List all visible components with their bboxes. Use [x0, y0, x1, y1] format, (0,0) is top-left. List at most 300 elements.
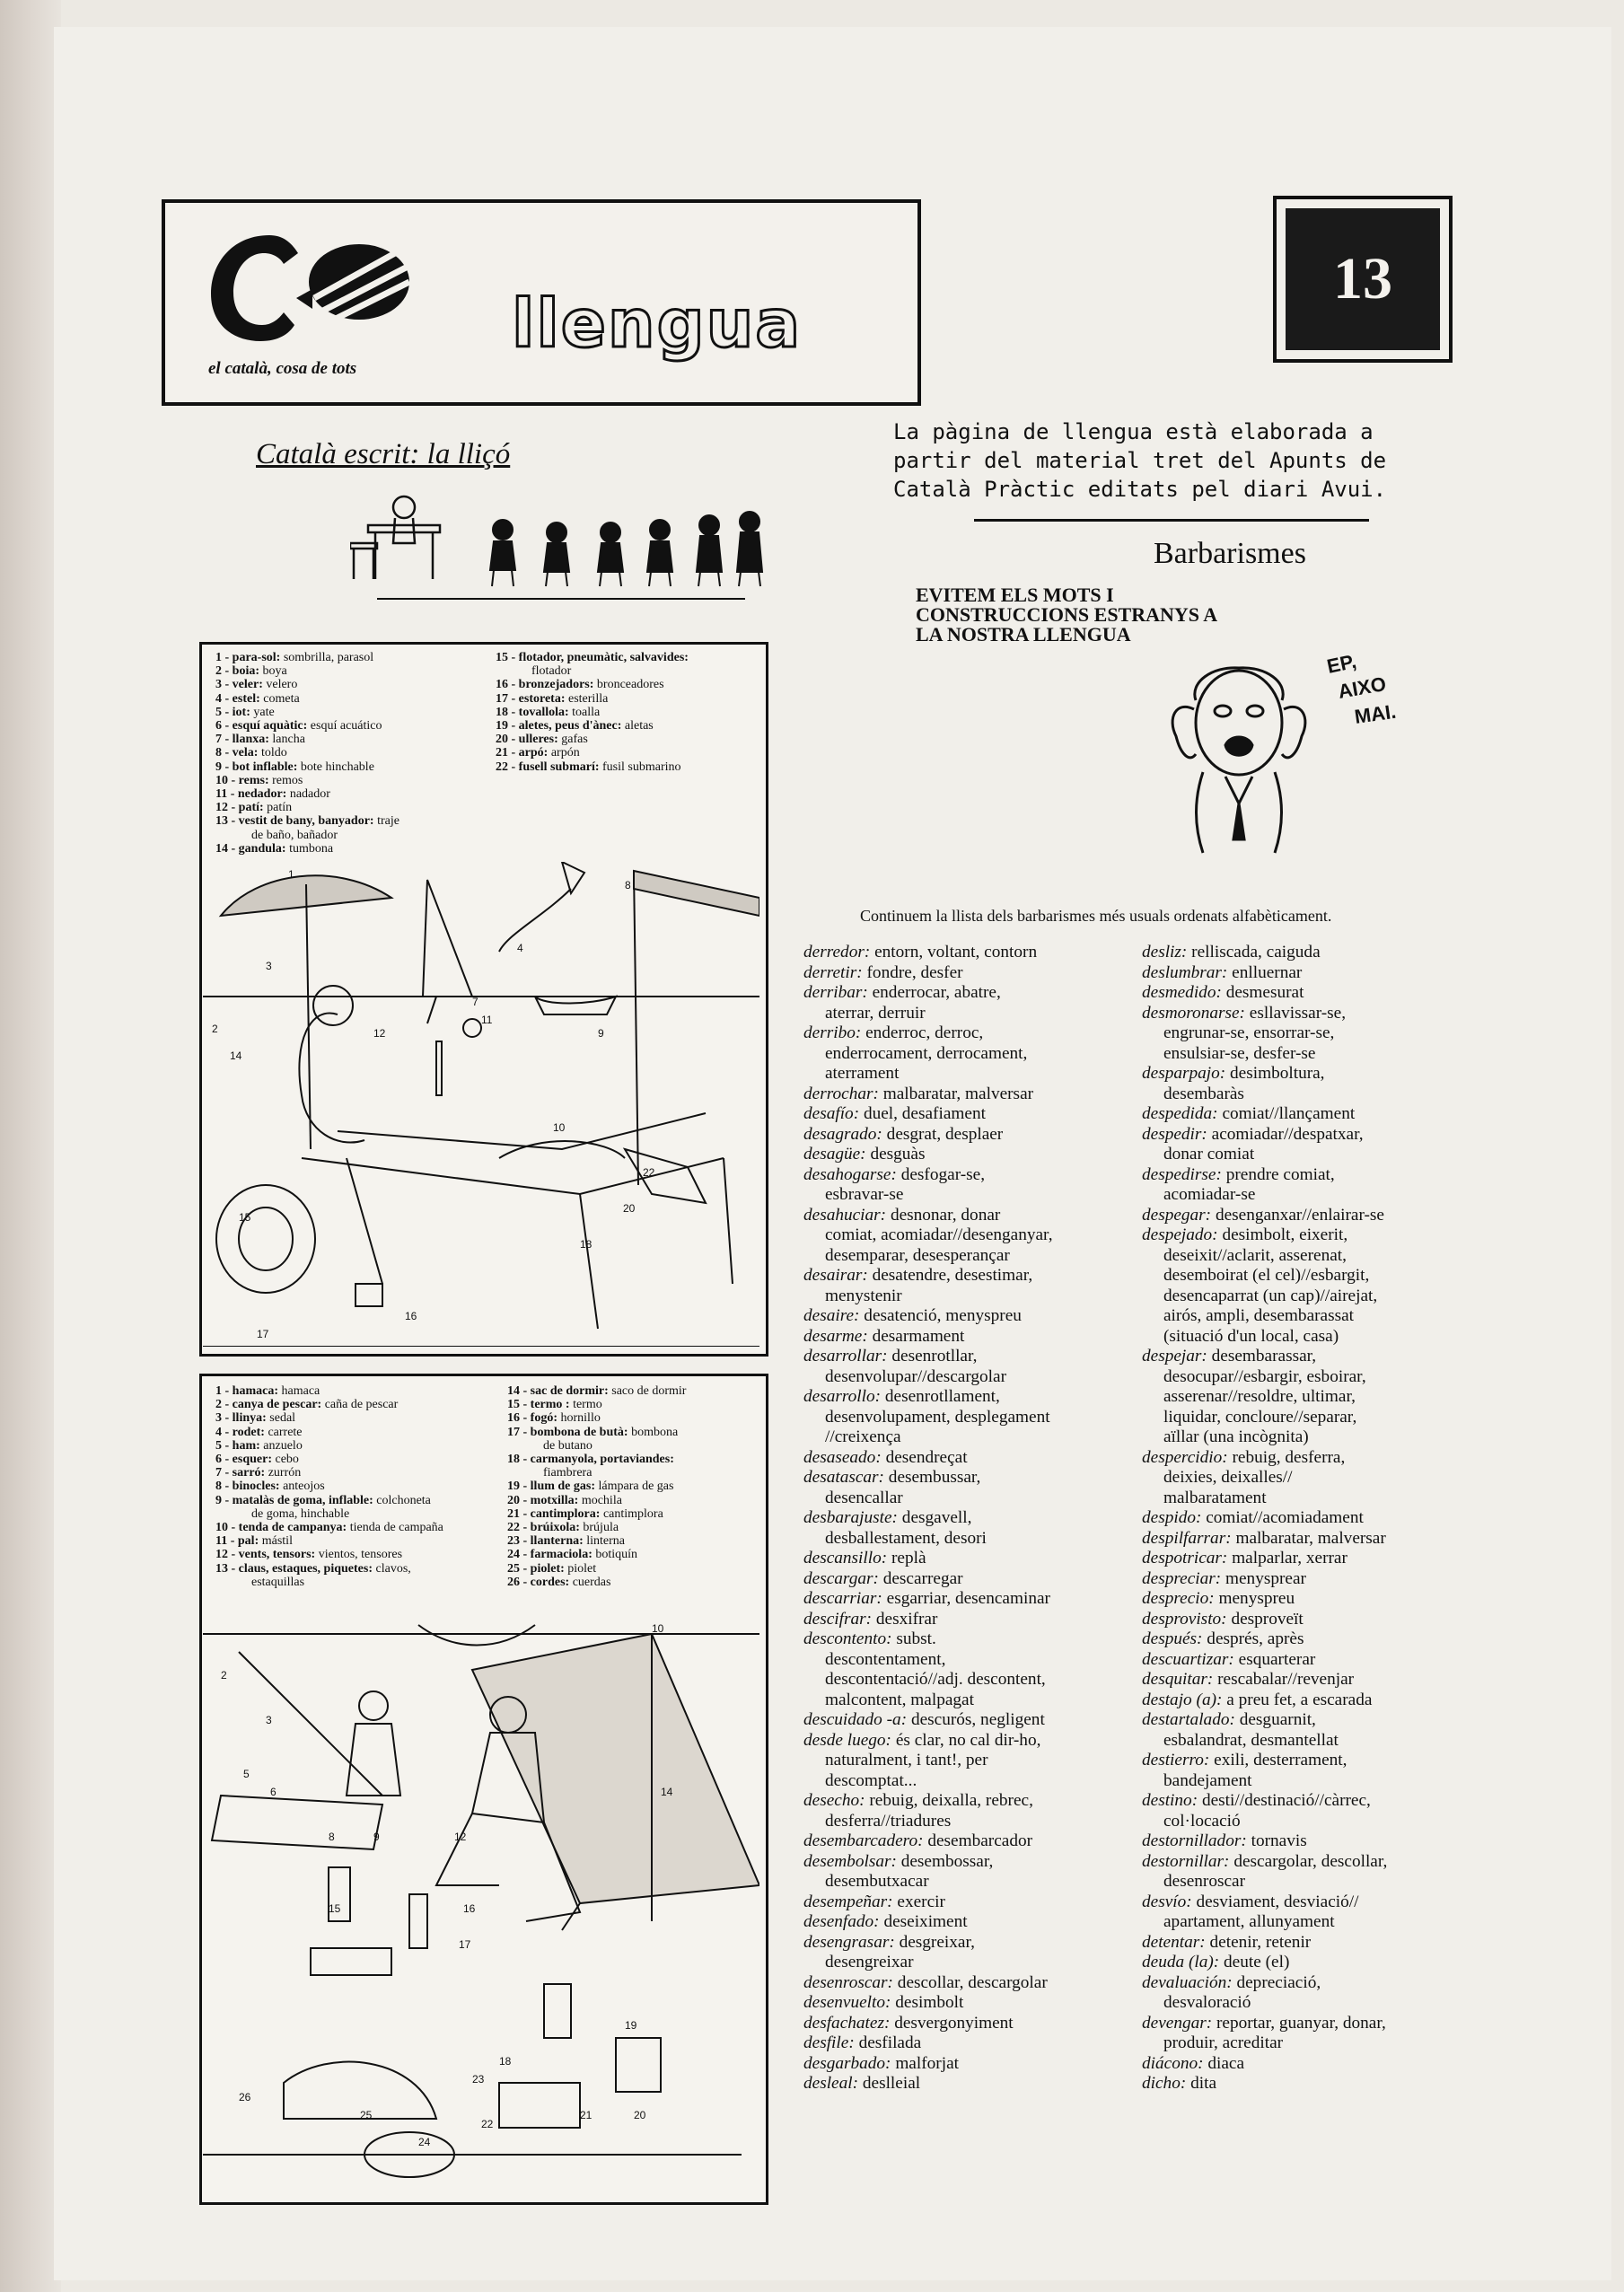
barbarism-word: derredor: — [803, 943, 871, 962]
catalan-equivalent: tornavis — [1251, 1831, 1307, 1850]
barbarism-entry — [1142, 1529, 1465, 1550]
barbarism-word: derretir: — [803, 962, 863, 982]
catalan-equivalent: comiat//llançament — [1222, 1104, 1356, 1123]
barbarism-word: desembolsar: — [803, 1851, 897, 1871]
barbarism-entry — [803, 963, 1136, 984]
vocab-item: de baño, bañador — [251, 828, 338, 842]
vocab-item: 21 - arpó: arpón — [496, 746, 580, 760]
vocab-term: 22 - fusell submarí: — [496, 760, 600, 774]
entry-continuation: donar comiat — [1163, 1145, 1255, 1164]
vocab-item: 14 - sac de dormir: saco de dormir — [507, 1384, 687, 1398]
svg-text:25: 25 — [360, 2109, 373, 2121]
barbarism-entry — [803, 1165, 1136, 1186]
beach-illustration — [203, 862, 759, 1347]
barbarism-word: descansillo: — [803, 1549, 888, 1568]
barbarism-entry — [803, 1327, 1136, 1348]
page-number: 13 — [1286, 208, 1440, 350]
intro-line: La pàgina de llengua està elaborada a — [893, 419, 1374, 444]
vocab-term: 16 - bronzejadors: — [496, 678, 594, 692]
barbarism-entry — [803, 1973, 1136, 1994]
vocab-item: de butano — [543, 1438, 593, 1453]
barbarism-word: devengar: — [1142, 2013, 1213, 2033]
binding-shadow — [0, 0, 61, 2292]
entry-continuation: desenvolupar//descargolar — [825, 1366, 1007, 1386]
section-title: llengua — [512, 285, 803, 363]
vocab-term: 21 - cantimplora: — [507, 1506, 601, 1521]
vocab-item: 2 - canya de pescar: caña de pescar — [215, 1398, 399, 1412]
barbarism-entry — [803, 2014, 1136, 2034]
entry-continuation: produir, acreditar — [1163, 2033, 1284, 2052]
vocab-term: 23 - llanterna: — [507, 1534, 584, 1549]
barbarism-word: desatascar: — [803, 1468, 884, 1487]
entry-continuation: deseixit//aclarit, asserenat, — [1163, 1245, 1347, 1265]
catalan-equivalent: desembussar, — [888, 1468, 981, 1487]
entry-continuation: desballestament, desori — [825, 1528, 987, 1548]
catalan-equivalent: desguarnit, — [1239, 1710, 1316, 1729]
barbarism-entry — [803, 1831, 1136, 1852]
barbarism-entry — [1142, 2054, 1465, 2075]
entry-continuation: desemboirat (el cel)//esbargit, — [1163, 1266, 1370, 1285]
barbarismes-subtitle — [916, 585, 1338, 645]
vocab-term: 9 - matalàs de goma, inflable: — [215, 1493, 373, 1507]
barbarism-entry — [1142, 2074, 1465, 2094]
barbarism-word: desarrollar: — [803, 1347, 888, 1366]
catalan-equivalent: exili, desterrament, — [1214, 1751, 1347, 1769]
barbarism-entry — [803, 1508, 1136, 1529]
barbarism-word: después: — [1142, 1629, 1203, 1648]
svg-text:4: 4 — [517, 942, 523, 954]
barbarism-entry — [1142, 1710, 1465, 1731]
barbarism-word: despejar: — [1142, 1347, 1207, 1366]
barbarism-word: desbarajuste: — [803, 1508, 898, 1527]
vocab-term: 19 - llum de gas: — [507, 1480, 595, 1494]
catalan-equivalent: deute (el) — [1224, 1953, 1290, 1971]
catalan-equivalent: relliscada, caiguda — [1191, 943, 1321, 962]
svg-text:19: 19 — [625, 2019, 637, 2032]
entry-continuation: malbaratament — [1163, 1488, 1267, 1507]
barbarism-entry — [803, 1085, 1136, 1105]
svg-text:2: 2 — [212, 1023, 218, 1035]
vocab-item: fiambrera — [543, 1466, 593, 1480]
barbarism-word: derrochar: — [803, 1084, 879, 1103]
catalan-equivalent: desgavell, — [901, 1508, 972, 1527]
camping-illustration — [203, 1616, 759, 2191]
catalan-equivalent: enderrocar, abatre, — [872, 983, 1001, 1002]
svg-text:8: 8 — [329, 1831, 335, 1843]
vocab-item: 10 - rems: remos — [215, 773, 303, 787]
catalan-equivalent: malforjat — [895, 2053, 959, 2073]
barbarism-word: desembarcadero: — [803, 1831, 924, 1850]
entry-continuation: naturalment, i tant!, per — [825, 1751, 988, 1769]
catalan-equivalent: desimboltura, — [1230, 1064, 1325, 1083]
svg-text:5: 5 — [243, 1768, 250, 1780]
barbarism-word: desahogarse: — [803, 1164, 897, 1184]
vocab-term: 1 - para-sol: — [215, 651, 281, 664]
barbarism-word: despedir: — [1142, 1124, 1207, 1144]
vocab-item: 7 - llanxa: lancha — [215, 733, 305, 747]
barbarism-word: despedida: — [1142, 1104, 1218, 1123]
speech-mai: MAI. — [1353, 699, 1398, 728]
catalan-equivalent: desembarcador — [927, 1831, 1033, 1850]
vocab-term: 7 - llanxa: — [215, 733, 269, 747]
barbarism-word: descuidado -a: — [803, 1710, 908, 1729]
barbarism-word: despegar: — [1142, 1205, 1212, 1225]
barbarism-word: derribo: — [803, 1023, 862, 1042]
catalan-equivalent: malbaratar, malversar — [882, 1084, 1034, 1103]
vocab-item: 4 - rodet: carrete — [215, 1425, 303, 1439]
vocab-item: 5 - ham: anzuelo — [215, 1438, 303, 1453]
vocab-item: 9 - matalàs de goma, inflable: colchoneta — [215, 1493, 431, 1507]
vocab-term: 18 - tovallola: — [496, 705, 569, 719]
svg-text:17: 17 — [459, 1938, 471, 1951]
vocab-item: 14 - gandula: tumbona — [215, 841, 334, 856]
entry-continuation: desvaloració — [1163, 1993, 1251, 2012]
barbarism-word: desaire: — [803, 1306, 860, 1325]
vocab-term: 9 - bot inflable: — [215, 760, 298, 774]
barbarism-entry — [803, 1912, 1136, 1933]
barbarism-entry — [803, 1933, 1136, 1954]
svg-text:9: 9 — [373, 1831, 380, 1843]
vocab-term: 11 - pal: — [215, 1534, 259, 1549]
vocab-term: 13 - vestit de bany, banyador: — [215, 814, 374, 829]
entry-continuation: desenvolupament, desplegament — [825, 1407, 1050, 1427]
catalan-equivalent: rebuig, desferra, — [1232, 1447, 1346, 1467]
vocab-term: 21 - arpó: — [496, 746, 549, 760]
divider — [974, 519, 1369, 522]
vocab-term: 2 - canya de pescar: — [215, 1398, 322, 1412]
vocab-item: flotador — [531, 664, 572, 679]
barbarism-entry — [803, 1347, 1136, 1367]
barbarism-word: desenfado: — [803, 1912, 880, 1931]
list-intro: Continuem la llista dels barbarismes més usuals ordenats alfabèticament. — [860, 907, 1332, 925]
svg-text:21: 21 — [580, 2109, 593, 2121]
vocab-item: 21 - cantimplora: cantimplora — [507, 1506, 663, 1521]
barbarism-word: despreciar: — [1142, 1568, 1222, 1588]
barbarism-entry — [1142, 1064, 1465, 1085]
barbarism-entry — [1142, 1852, 1465, 1873]
vocab-term: 16 - fogó: — [507, 1411, 557, 1426]
lesson-rule — [377, 598, 745, 600]
vocab-term: 3 - llinya: — [215, 1411, 267, 1426]
catalan-equivalent: és clar, no cal dir-ho, — [895, 1730, 1041, 1750]
entry-continuation: desengreixar — [825, 1953, 914, 1971]
vocab-item: 16 - fogó: hornillo — [507, 1411, 601, 1426]
entry-continuation: esbravar-se — [825, 1185, 904, 1204]
vocab-term: 8 - vela: — [215, 746, 259, 760]
vocab-item: 23 - llanterna: linterna — [507, 1534, 626, 1549]
vocab-term: 4 - estel: — [215, 691, 260, 706]
vocab-term: 3 - veler: — [215, 678, 263, 692]
barbarism-entry — [1142, 1206, 1465, 1226]
barbarism-word: descarriar: — [803, 1589, 882, 1608]
entry-continuation: ensulsiar-se, desfer-se — [1163, 1043, 1316, 1063]
barbarism-word: desenroscar: — [803, 1972, 893, 1992]
vocab-item: 3 - veler: velero — [215, 678, 298, 692]
camp-vocab-right — [507, 1384, 761, 1589]
barbarism-word: desagüe: — [803, 1145, 866, 1164]
vocab-term: 1 - hamaca: — [215, 1384, 278, 1398]
barbarism-entry — [803, 1852, 1136, 1873]
svg-text:20: 20 — [634, 2109, 646, 2121]
svg-text:22: 22 — [643, 1166, 655, 1179]
barbarism-word: desparpajo: — [1142, 1064, 1226, 1083]
barbarism-entry — [803, 1023, 1136, 1044]
catalan-equivalent: desarmament — [872, 1326, 965, 1346]
entry-continuation: acomiadar-se — [1163, 1185, 1256, 1204]
catalan-equivalent: descarregar — [882, 1568, 963, 1588]
barbarism-word: devaluación: — [1142, 1972, 1233, 1992]
vocab-item: 11 - pal: mástil — [215, 1534, 293, 1549]
svg-text:18: 18 — [499, 2055, 512, 2068]
barbarism-word: descargar: — [803, 1568, 879, 1588]
svg-text:3: 3 — [266, 1714, 272, 1726]
vocab-item: 20 - ulleres: gafas — [496, 733, 588, 747]
barbarism-entry — [803, 1145, 1136, 1165]
vocab-item: 7 - sarró: zurrón — [215, 1466, 302, 1480]
entry-continuation: malcontent, malpagat — [825, 1690, 974, 1709]
barbarism-entry — [1142, 1448, 1465, 1469]
vocab-term: 19 - aletes, peus d'ànec: — [496, 719, 622, 733]
barbarism-entry — [1142, 1791, 1465, 1812]
vocab-term: 4 - rodet: — [215, 1425, 265, 1439]
vocab-term: 25 - piolet: — [507, 1561, 565, 1576]
vocab-item: 2 - boia: boya — [215, 664, 287, 679]
svg-text:24: 24 — [418, 2136, 431, 2148]
barbarism-entry — [1142, 1670, 1465, 1690]
catalan-equivalent: detenir, retenir — [1209, 1932, 1312, 1952]
barbarisms-column-1 — [803, 943, 1136, 2094]
vocab-term: 6 - esquer: — [215, 1453, 272, 1467]
barbarism-word: despercidio: — [1142, 1447, 1228, 1467]
barbarism-word: desahuciar: — [803, 1205, 887, 1225]
vocab-item: 6 - esquer: cebo — [215, 1453, 299, 1467]
barbarism-word: desmoronarse: — [1142, 1003, 1245, 1023]
barbarism-word: despejado: — [1142, 1225, 1218, 1244]
barbarism-word: deuda (la): — [1142, 1953, 1220, 1971]
barbarism-entry — [803, 1306, 1136, 1327]
barbarism-entry — [1142, 1104, 1465, 1125]
catalan-equivalent: desimbolt, eixerit, — [1222, 1225, 1348, 1244]
vocab-item: 15 - termo : termo — [507, 1398, 602, 1412]
vocab-term: 2 - boia: — [215, 664, 259, 679]
barbarism-word: desairar: — [803, 1266, 868, 1285]
speech-ep: EP, — [1324, 649, 1358, 678]
vocab-item: 12 - patí: patín — [215, 801, 293, 815]
barbarism-word: desenvuelto: — [803, 1993, 891, 2012]
catalan-equivalent: desimbolt — [895, 1993, 964, 2012]
catalan-equivalent: desfogar-se, — [900, 1164, 986, 1184]
barbarism-word: despilfarrar: — [1142, 1528, 1232, 1548]
subtitle-line: LA NOSTRA LLENGUA — [916, 623, 1131, 645]
catalan-equivalent: rescabalar//revenjar — [1217, 1670, 1355, 1689]
catalan-equivalent: descurós, negligent — [910, 1710, 1045, 1729]
barbarism-entry — [1142, 1751, 1465, 1771]
entry-continuation: apartament, allunyament — [1163, 1912, 1335, 1931]
barbarism-entry — [1142, 1831, 1465, 1852]
catalan-equivalent: desguàs — [870, 1145, 926, 1164]
barbarism-word: descontento: — [803, 1629, 892, 1648]
catalan-equivalent: desembossar, — [900, 1851, 994, 1871]
barbarism-entry — [803, 2054, 1136, 2075]
lesson-title: Català escrit: la lliçó — [256, 438, 511, 470]
svg-text:14: 14 — [230, 1049, 242, 1062]
vocab-term: 14 - sac de dormir: — [507, 1384, 609, 1398]
catalan-equivalent: desendreçat — [885, 1447, 968, 1467]
barbarism-entry — [803, 1468, 1136, 1488]
entry-continuation: descontentament, — [825, 1649, 946, 1669]
intro-line: partir del material tret del Apunts de — [893, 448, 1387, 473]
entry-continuation: desemparar, desesperançar — [825, 1245, 1010, 1265]
barbarism-word: desfachatez: — [803, 2013, 891, 2033]
catalan-equivalent: fondre, desfer — [866, 962, 963, 982]
entry-continuation: desembaràs — [1163, 1084, 1244, 1103]
vocab-term: 22 - brúixola: — [507, 1521, 580, 1535]
barbarism-entry — [1142, 1690, 1465, 1711]
vocab-term: 5 - ham: — [215, 1438, 260, 1453]
entry-continuation: aterrament — [825, 1064, 900, 1083]
vocab-term: 15 - termo : — [507, 1398, 570, 1412]
catalan-equivalent: exercir — [897, 1892, 945, 1911]
subtitle-line: CONSTRUCCIONS ESTRANYS A — [916, 603, 1218, 626]
barbarism-entry — [1142, 1650, 1465, 1671]
barbarism-word: desarme: — [803, 1326, 868, 1346]
entry-continuation: aterrar, derruir — [825, 1003, 926, 1023]
barbarism-word: despotricar: — [1142, 1549, 1228, 1568]
barbarism-entry — [803, 1629, 1136, 1650]
vocab-term: 24 - farmaciola: — [507, 1548, 593, 1562]
catalan-equivalent: acomiadar//despatxar, — [1211, 1124, 1364, 1144]
entry-continuation: airós, ampli, desembarassat — [1163, 1306, 1355, 1325]
vocab-item: 16 - bronzejadors: bronceadores — [496, 678, 664, 692]
vocab-item: de goma, hinchable — [251, 1506, 350, 1521]
barbarism-word: desagrado: — [803, 1124, 882, 1144]
barbarisms-column-2 — [1142, 943, 1465, 2094]
intro-text — [893, 417, 1423, 504]
barbarism-entry — [1142, 1165, 1465, 1186]
vocab-term: 8 - binocles: — [215, 1480, 280, 1494]
svg-text:12: 12 — [373, 1027, 386, 1040]
speech-aixo: AIXO — [1336, 672, 1388, 703]
vocab-item — [507, 1453, 761, 1466]
barbarism-entry — [803, 1206, 1136, 1226]
catalan-equivalent: desembarassar, — [1211, 1347, 1317, 1366]
catalan-equivalent: desfilada — [858, 2033, 922, 2052]
vocab-term: 17 - bombona de butà: — [507, 1425, 628, 1439]
entry-continuation: //creixença — [825, 1427, 901, 1446]
catalan-equivalent: desenganxar//enlairar-se — [1215, 1205, 1384, 1225]
catalan-equivalent: deseiximent — [883, 1912, 968, 1931]
catalan-equivalent: malbaratar, malversar — [1235, 1528, 1386, 1548]
catala-logo-icon — [206, 226, 413, 343]
vocab-item: 6 - esquí aquàtic: esquí acuático — [215, 719, 382, 733]
vocab-term: 17 - estoreta: — [496, 691, 566, 706]
barbarism-entry — [1142, 1125, 1465, 1146]
catalan-equivalent: comiat//acomiadament — [1206, 1508, 1364, 1527]
catalan-equivalent: a preu fet, a escarada — [1226, 1690, 1373, 1709]
vocab-item: 1 - hamaca: hamaca — [215, 1384, 320, 1398]
vocab-item: 17 - estoreta: esterilla — [496, 691, 609, 706]
entry-continuation: desembutxacar — [825, 1872, 929, 1891]
catalan-equivalent: esllavissar-se, — [1249, 1003, 1347, 1023]
svg-text:12: 12 — [454, 1831, 467, 1843]
vocab-term: 13 - claus, estaques, piquetes: — [215, 1561, 373, 1576]
svg-text:23: 23 — [472, 2073, 485, 2086]
barbarism-word: deslumbrar: — [1142, 962, 1228, 982]
entry-continuation: engrunar-se, ensorrar-se, — [1163, 1023, 1335, 1042]
vocab-item: 5 - iot: yate — [215, 705, 275, 719]
barbarism-entry — [1142, 983, 1465, 1004]
vocab-term: 20 - motxilla: — [507, 1493, 579, 1507]
barbarism-word: desprovisto: — [1142, 1609, 1227, 1629]
vocab-item: 13 - vestit de bany, banyador: traje — [215, 814, 399, 829]
barbarism-word: desleal: — [803, 2074, 859, 2093]
barbarism-entry — [803, 1589, 1136, 1610]
barbarism-word: desarrollo: — [803, 1387, 882, 1406]
barbarism-entry — [1142, 1892, 1465, 1913]
barbarism-word: despedirse: — [1142, 1164, 1222, 1184]
catalan-equivalent: desgrat, desplaer — [886, 1124, 1004, 1144]
barbarism-entry — [803, 1125, 1136, 1146]
barbarism-word: desgarbado: — [803, 2053, 891, 2073]
vocab-term: 5 - iot: — [215, 705, 250, 719]
vocab-term: 12 - patí: — [215, 801, 264, 815]
catalan-equivalent: replà — [891, 1549, 926, 1568]
entry-continuation: desferra//triadures — [825, 1811, 952, 1831]
barbarism-word: detentar: — [1142, 1932, 1206, 1952]
vocab-item: 24 - farmaciola: botiquín — [507, 1548, 638, 1562]
entry-continuation: liquidar, concloure//separar, — [1163, 1407, 1357, 1427]
barbarism-entry — [1142, 1610, 1465, 1630]
catalan-equivalent: prendre comiat, — [1225, 1164, 1335, 1184]
svg-text:9: 9 — [598, 1027, 604, 1040]
svg-text:16: 16 — [405, 1310, 417, 1322]
subtitle-line: EVITEM ELS MOTS I — [916, 584, 1114, 606]
catalan-equivalent: desnonar, donar — [890, 1205, 1001, 1225]
catalan-equivalent: desvergonyiment — [894, 2013, 1014, 2033]
catalan-equivalent: desproveït — [1231, 1609, 1304, 1629]
entry-continuation: desencaparrat (un cap)//airejat, — [1163, 1286, 1378, 1305]
svg-text:15: 15 — [329, 1902, 341, 1915]
barbarism-word: desquitar: — [1142, 1670, 1214, 1689]
barbarism-word: destierro: — [1142, 1751, 1210, 1769]
vocab-item: 19 - aletes, peus d'ànec: aletas — [496, 719, 654, 733]
page-number-box — [1273, 196, 1453, 363]
barbarism-entry — [1142, 1589, 1465, 1610]
entry-continuation: bandejament — [1163, 1770, 1252, 1790]
barbarism-word: desempeñar: — [803, 1892, 893, 1911]
vocab-item: 10 - tenda de campanya: tienda de campaña — [215, 1521, 443, 1535]
catalan-equivalent: desmesurat — [1225, 983, 1304, 1002]
vocab-term: 18 - carmanyola, portaviandes: — [507, 1453, 674, 1467]
barbarism-word: desde luego: — [803, 1730, 891, 1750]
catalan-equivalent: desenrotllar, — [891, 1347, 978, 1366]
vocab-item: 1 - para-sol: sombrilla, parasol — [215, 651, 374, 664]
entry-continuation: desencallar — [825, 1488, 903, 1507]
catalan-equivalent: rebuig, deixalla, rebrec, — [869, 1791, 1033, 1810]
barbarism-entry — [1142, 1973, 1465, 1994]
svg-text:15: 15 — [239, 1211, 251, 1224]
barbarism-entry — [803, 1448, 1136, 1469]
entry-continuation: (situació d'un local, casa) — [1163, 1326, 1339, 1346]
catalan-equivalent: malparlar, xerrar — [1232, 1549, 1347, 1568]
barbarism-entry — [803, 1610, 1136, 1630]
vocab-item: 22 - brúixola: brújula — [507, 1521, 619, 1535]
barbarism-entry — [803, 2033, 1136, 2054]
barbarism-entry — [1142, 1549, 1465, 1569]
vocab-item: 3 - llinya: sedal — [215, 1411, 296, 1426]
barbarism-word: destartalado: — [1142, 1710, 1235, 1729]
barbarism-entry — [803, 1387, 1136, 1408]
